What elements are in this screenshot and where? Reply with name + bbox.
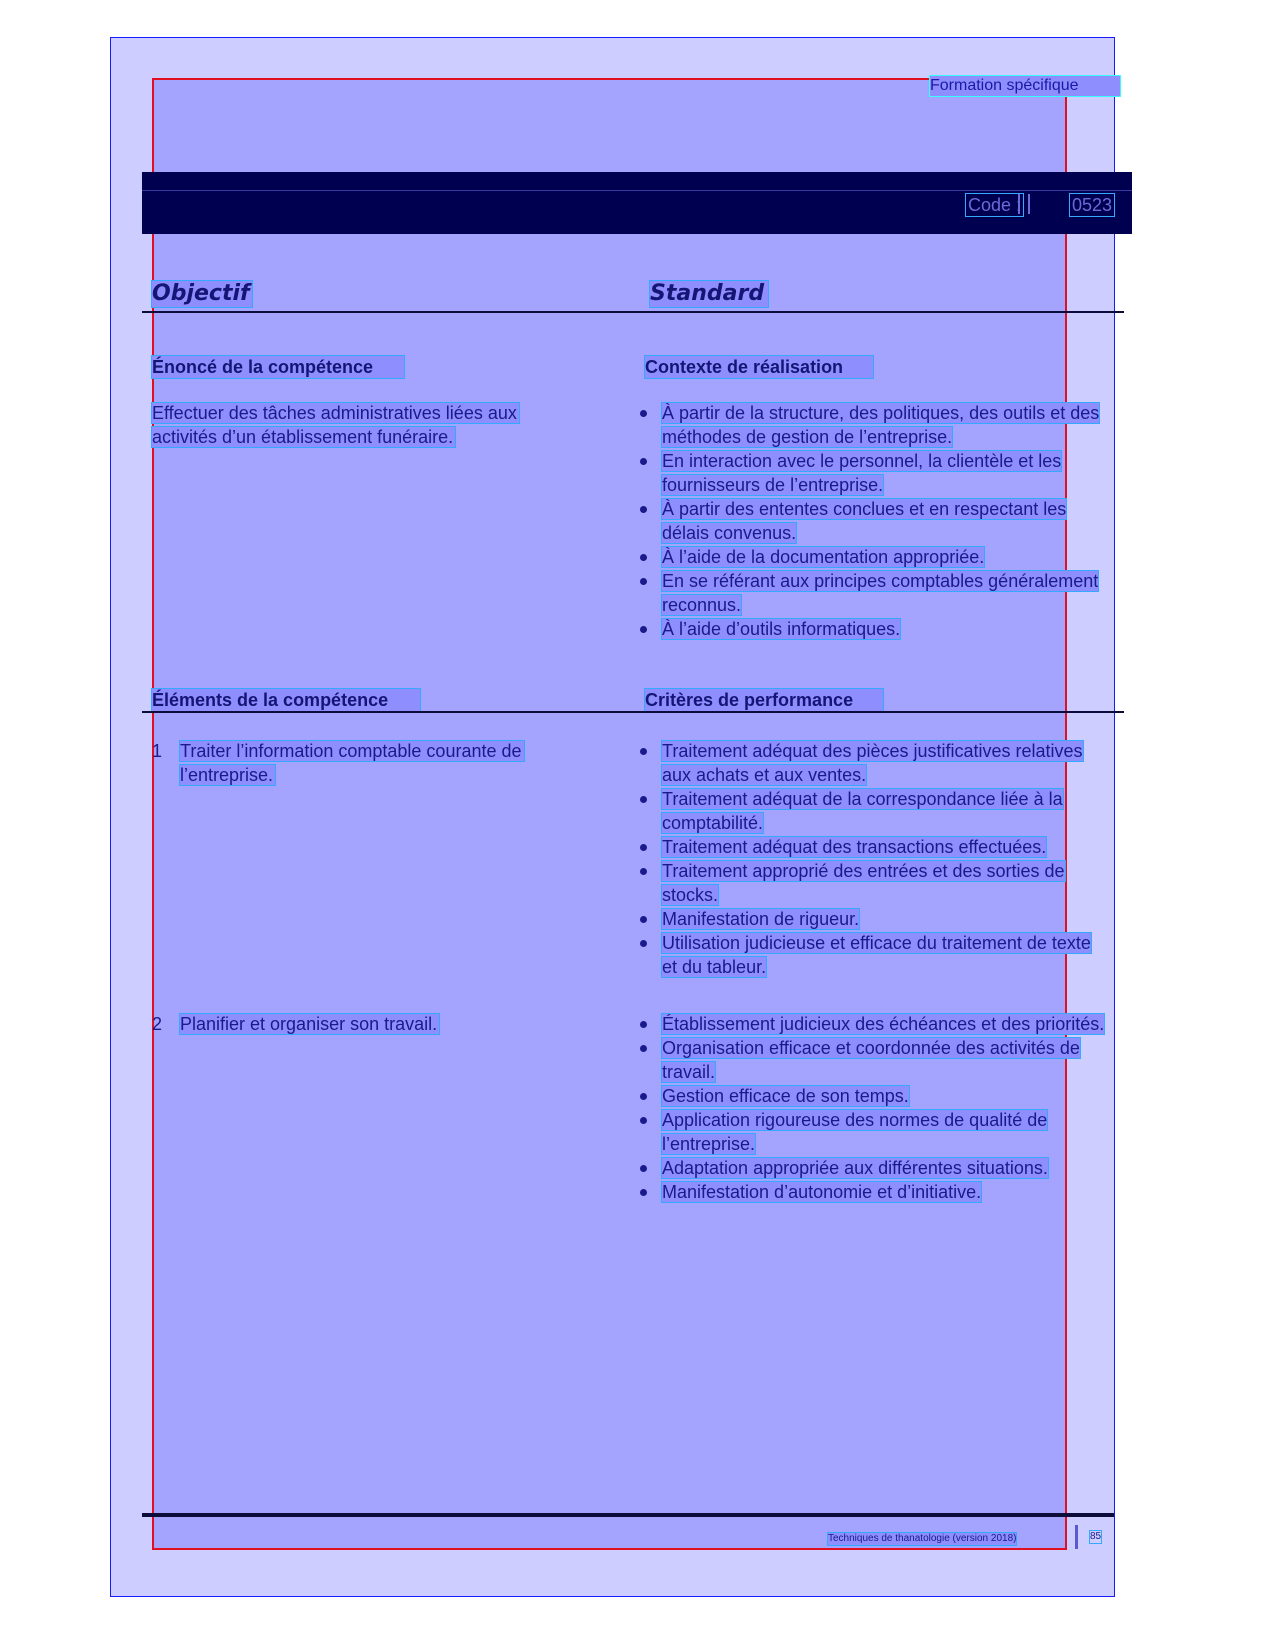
- criteria-list-1: [638, 739, 1108, 979]
- list-item: Manifestation de rigueur.: [638, 907, 1108, 931]
- footer-rule: [142, 1513, 1114, 1517]
- element-1: [152, 739, 632, 787]
- page-number: 85: [1090, 1531, 1102, 1542]
- list-item: Organisation efficace et coordonnée des activités de travail.: [638, 1036, 1108, 1084]
- bullet-icon: [640, 410, 647, 417]
- list-item: À partir des ententes conclues et en respectant les délais convenus.: [638, 497, 1108, 545]
- element-line: Planifier et organiser son travail.: [180, 1014, 438, 1034]
- bullet-icon: [640, 626, 647, 633]
- element-2: [152, 1012, 632, 1036]
- objective-title: Objectif: [152, 281, 252, 307]
- code-label: Code :: [968, 195, 1022, 215]
- title-rule: [142, 311, 1124, 313]
- context-heading: Contexte de réalisation: [645, 356, 873, 378]
- statement-text: [152, 401, 519, 449]
- bullet-icon: [640, 916, 647, 923]
- list-item: Établissement judicieux des échéances et des priorités.: [638, 1012, 1108, 1036]
- list-item: Adaptation appropriée aux différentes situations.: [638, 1156, 1108, 1180]
- elements-rule: [142, 711, 1124, 713]
- list-item: À l’aide de la documentation appropriée.: [638, 545, 1108, 569]
- section-label: Formation spécifique: [930, 76, 1120, 96]
- bullet-icon: [640, 578, 647, 585]
- list-item: Utilisation judicieuse et efficace du traitement de texte et du tableur.: [638, 931, 1108, 979]
- statement-heading: Énoncé de la compétence: [152, 356, 404, 378]
- element-line: l’entreprise.: [180, 765, 274, 785]
- list-item: Traitement approprié des entrées et des sorties de stocks.: [638, 859, 1108, 907]
- bullet-icon: [640, 796, 647, 803]
- bullet-icon: [640, 1117, 647, 1124]
- list-item: Traitement adéquat des transactions effectuées.: [638, 835, 1108, 859]
- element-line: Traiter l’information comptable courante de: [180, 741, 522, 761]
- bullet-icon: [640, 748, 647, 755]
- statement-line: activités d’un établissement funéraire.: [152, 427, 454, 447]
- bullet-icon: [640, 940, 647, 947]
- bullet-icon: [640, 554, 647, 561]
- standard-title: Standard: [650, 281, 768, 307]
- criteria-heading: Critères de performance: [645, 689, 883, 711]
- context-list: [638, 401, 1108, 641]
- bullet-icon: [640, 1165, 647, 1172]
- bullet-icon: [640, 458, 647, 465]
- list-item: À l’aide d’outils informatiques.: [638, 617, 1108, 641]
- list-item: À partir de la structure, des politiques, des outils et des méthodes de gestion de l’entreprise.: [638, 401, 1108, 449]
- bullet-icon: [640, 506, 647, 513]
- list-item: Traitement adéquat des pièces justificatives relatives aux achats et aux ventes.: [638, 739, 1108, 787]
- bullet-icon: [640, 1021, 647, 1028]
- element-number: 2: [152, 1014, 163, 1034]
- element-number: 1: [152, 741, 163, 761]
- list-item: Gestion efficace de son temps.: [638, 1084, 1108, 1108]
- footer-separator: [1075, 1525, 1078, 1549]
- list-item: En interaction avec le personnel, la clientèle et les fournisseurs de l’entreprise.: [638, 449, 1108, 497]
- list-item: Traitement adéquat de la correspondance liée à la comptabilité.: [638, 787, 1108, 835]
- bullet-icon: [640, 1045, 647, 1052]
- bullet-icon: [640, 1189, 647, 1196]
- list-item: Application rigoureuse des normes de qualité de l’entreprise.: [638, 1108, 1108, 1156]
- criteria-list-2: [638, 1012, 1108, 1204]
- bullet-icon: [640, 1093, 647, 1100]
- list-item: En se référant aux principes comptables généralement reconnus.: [638, 569, 1108, 617]
- bullet-icon: [640, 868, 647, 875]
- code-separator: [1018, 194, 1030, 214]
- footer-title: Techniques de thanatologie (version 2018): [828, 1533, 1017, 1544]
- list-item: Manifestation d’autonomie et d’initiative.: [638, 1180, 1108, 1204]
- bullet-icon: [640, 844, 647, 851]
- code-bar-divider: [142, 190, 1132, 191]
- elements-heading: Éléments de la compétence: [152, 689, 420, 711]
- statement-line: Effectuer des tâches administratives liées aux: [152, 403, 517, 423]
- code-value: 0523: [1072, 195, 1113, 215]
